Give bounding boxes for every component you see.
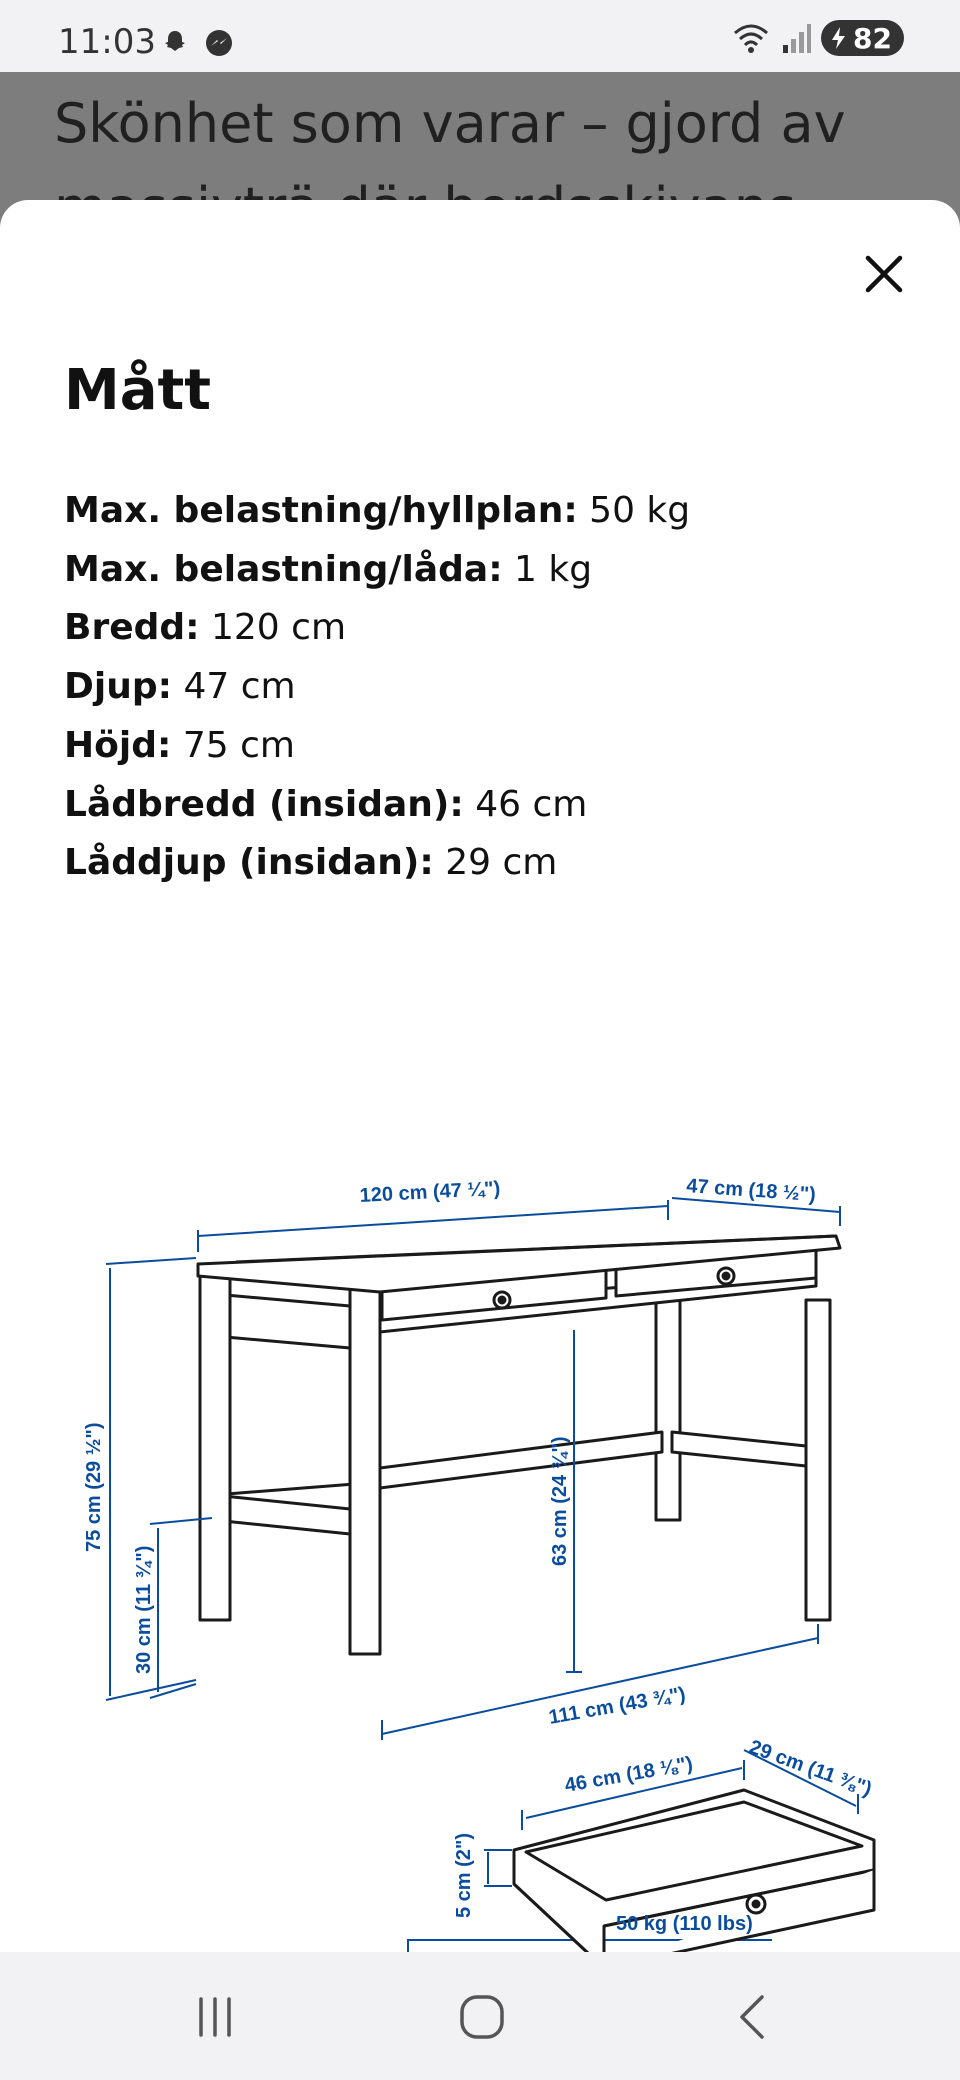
label-shelf-height: 30 cm (11 ¾") (133, 1545, 155, 1674)
wifi-icon (731, 21, 771, 55)
close-icon (864, 254, 904, 294)
home-icon (457, 1992, 507, 2042)
back-button[interactable] (712, 1982, 792, 2052)
spec-row: Max. belastning/hyllplan: 50 kg (64, 490, 691, 531)
label-inner-width: 111 cm (43 ¾") (547, 1683, 688, 1729)
close-button[interactable] (856, 246, 912, 302)
spec-row: Bredd: 120 cm (64, 607, 347, 649)
signal-icon (781, 21, 811, 55)
desk-illustration (198, 1236, 840, 1654)
label-drawer-height: 5 cm (2") (453, 1832, 475, 1918)
spec-list (64, 482, 690, 893)
status-right-group (731, 18, 904, 58)
status-bar (0, 0, 960, 72)
label-drawer-width: 46 cm (18 ⅛") (563, 1752, 695, 1797)
label-height: 75 cm (29 ½") (83, 1422, 105, 1552)
charging-icon (829, 26, 849, 50)
sheet-title: Mått (64, 358, 212, 423)
spec-row: Djup: 47 cm (64, 666, 296, 708)
recent-apps-button[interactable] (175, 1982, 255, 2052)
messenger-icon (204, 28, 234, 58)
label-depth: 47 cm (18 ½") (685, 1175, 817, 1207)
label-shelf-load: 50 kg (110 lbs) (616, 1913, 753, 1935)
dimension-diagram (0, 940, 960, 1952)
battery-level: 82 (853, 21, 892, 55)
battery-icon (821, 20, 904, 56)
spec-row: Höjd: 75 cm (64, 724, 295, 766)
spec-row: Max. belastning/låda: 1 kg (64, 548, 593, 590)
dimensions-sheet (0, 200, 960, 1952)
spec-row: Lådbredd (insidan): 46 cm (64, 783, 588, 825)
status-time: 11:03 (58, 22, 156, 62)
back-icon (732, 1992, 772, 2042)
label-knee-height: 63 cm (24 ¾") (549, 1436, 571, 1566)
snapchat-icon (160, 28, 190, 58)
system-nav-bar (0, 1952, 960, 2080)
label-width: 120 cm (47 ¼") (359, 1177, 501, 1207)
background-headline: Skönhet som varar – gjord av (54, 92, 846, 155)
label-drawer-depth: 29 cm (11 ⅜") (746, 1736, 875, 1801)
home-button[interactable] (442, 1982, 522, 2052)
spec-row: Låddjup (insidan): 29 cm (64, 842, 558, 884)
recent-apps-icon (193, 1995, 237, 2039)
